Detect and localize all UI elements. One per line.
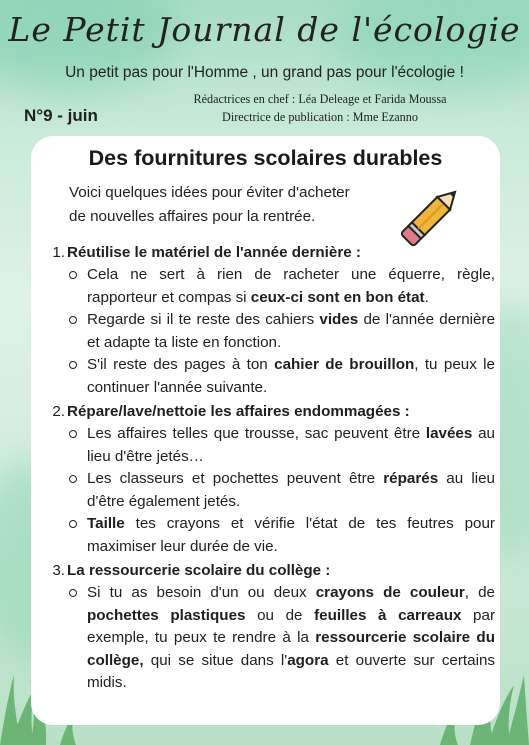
body-text: Si tu as besoin d'un ou deux [87, 584, 316, 601]
body-text: ou de [245, 606, 315, 624]
body-text: . [424, 288, 429, 306]
emphasis-text: crayons de couleur [315, 584, 465, 601]
emphasis-text: feuilles à carreaux [314, 606, 462, 624]
body-text: et ouverte sur certains midis. [87, 651, 495, 691]
section-heading [43, 242, 495, 264]
editors-line: Rédactrices en chef : Léa Deleage et Farida Moussa [193, 92, 447, 106]
body-text: au lieu d'être jetés… [87, 425, 495, 465]
bullet-icon [69, 271, 77, 279]
body-text: tes crayons et vérifie l'état de tes feutres pour maximiser leur durée de vie. [87, 515, 495, 555]
journal-title: Le Petit Journal de l'écologie [8, 10, 521, 49]
emphasis-text: ressourcerie scolaire du collège, [87, 629, 495, 669]
body-text: , de [464, 584, 495, 601]
body-text: par exemple, tu peux te rendre à la [87, 606, 495, 646]
bullet-list [43, 264, 495, 399]
bullet-list [43, 582, 495, 695]
emphasis-text: cahier de brouillon [274, 356, 415, 373]
body-text: qui se situe dans l' [143, 651, 288, 669]
section-heading [43, 560, 495, 582]
list-item [87, 309, 495, 354]
body-text: Cela ne sert à rien de racheter une équerre, règle, rapporteur et compas si [87, 266, 495, 306]
bullet-icon [69, 316, 77, 324]
list-item [87, 423, 495, 468]
emphasis-text: réparés [383, 470, 439, 487]
issue-number: N°9 - juin [24, 106, 98, 125]
list-item [87, 582, 495, 695]
article-title: Des fournitures scolaires durables [88, 146, 443, 170]
section-title: Réutilise le matériel de l'année dernière : [67, 244, 361, 261]
bullet-list [43, 423, 495, 558]
list-item [87, 468, 495, 513]
intro-line: de nouvelles affaires pour la rentrée. [69, 208, 316, 225]
article-section [43, 560, 495, 695]
body-text: de l'année dernière et adapte ta liste en fonction. [87, 311, 496, 351]
bullet-icon [69, 475, 77, 483]
bullet-icon [69, 589, 77, 597]
emphasis-text: lavées [425, 425, 473, 442]
section-number: 1. [52, 244, 65, 261]
editors-block [160, 90, 480, 126]
emphasis-text: agora [287, 651, 329, 669]
article-section [43, 242, 495, 399]
list-item [87, 264, 495, 309]
bullet-icon [69, 430, 77, 438]
list-item [87, 354, 495, 399]
list-item [87, 513, 495, 558]
section-number: 2. [52, 403, 65, 420]
article-sections [43, 240, 495, 695]
body-text: Regarde si il te reste des cahiers [87, 311, 320, 328]
article-card [31, 136, 500, 725]
section-title: Répare/lave/nettoie les affaires endommagées : [67, 403, 410, 420]
bullet-icon [69, 520, 77, 528]
section-heading [43, 401, 495, 423]
journal-subtitle: Un petit pas pour l'Homme , un grand pas pour l'écologie ! [65, 64, 464, 81]
emphasis-text: Taille [87, 515, 125, 532]
bullet-icon [69, 361, 77, 369]
section-title: La ressourcerie scolaire du collège : [67, 562, 331, 579]
body-text: au lieu d'être également jetés. [87, 470, 495, 510]
body-text: Les affaires telles que trousse, sac peuvent être [87, 425, 426, 442]
article-section [43, 401, 495, 558]
body-text: Les classeurs et pochettes peuvent être [87, 470, 384, 487]
body-text: S'il reste des pages à ton [87, 356, 275, 373]
emphasis-text: vides [319, 311, 359, 328]
emphasis-text: pochettes plastiques [87, 606, 246, 624]
section-number: 3. [52, 562, 65, 579]
intro-line: Voici quelques idées pour éviter d'acheter [69, 184, 350, 201]
article-intro [69, 181, 399, 229]
emphasis-text: ceux-ci sont en bon état [250, 288, 425, 306]
director-line: Directrice de publication : Mme Ezanno [222, 110, 418, 124]
body-text: , tu peux le continuer l'année suivante. [87, 356, 495, 396]
